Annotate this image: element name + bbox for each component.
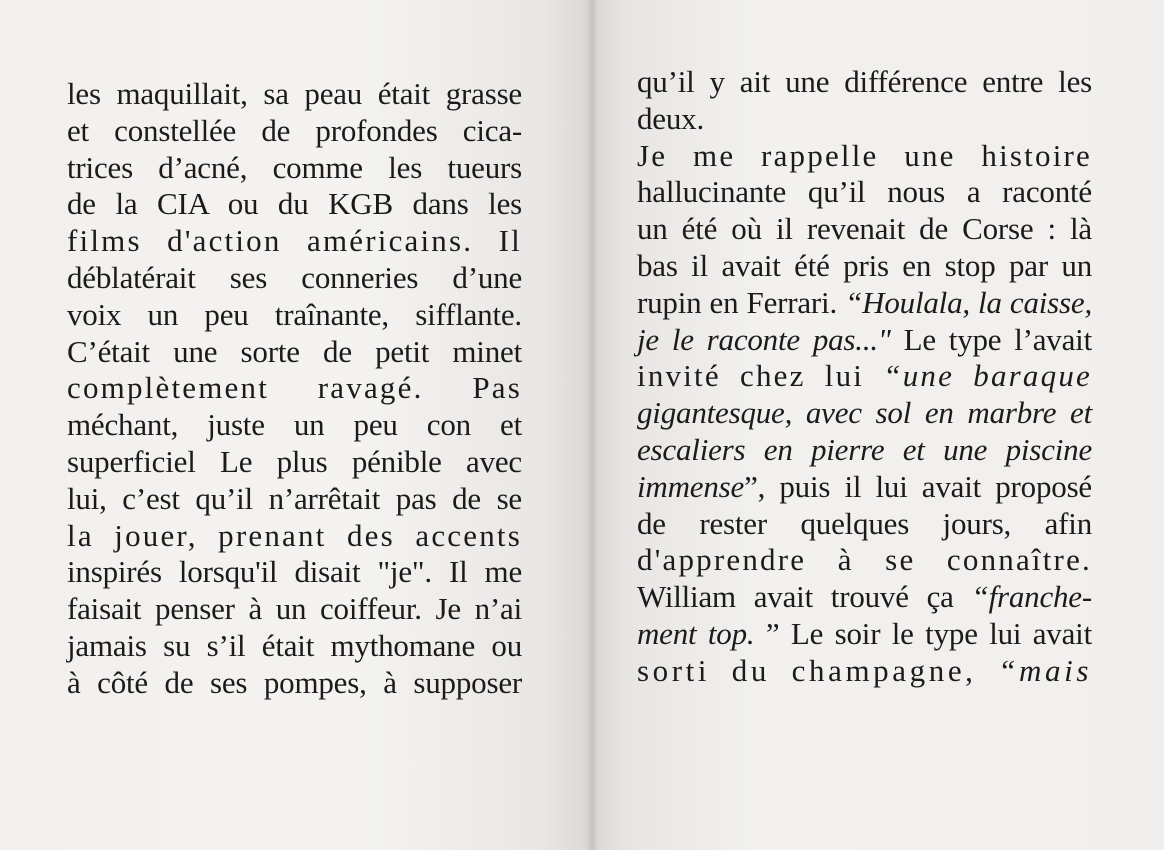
left-line: inspirés lorsqu'il disait "je". Il me [67,554,522,590]
italic-quote: je le raconte pas..." [637,321,891,357]
left-line: voix un peu traînante, sifflante. [67,296,522,332]
right-line [637,432,1092,469]
italic-quote: ment top. [637,615,766,651]
left-line: et constellée de profondes cica- [67,112,522,148]
line-text: William avait trouvé ça [637,579,972,615]
left-line: films d'action américains. Il [67,223,522,259]
left-line: méchant, juste un peu con et [67,407,522,443]
left-page-text [67,76,522,702]
left-line: superficiel Le plus pénible avec [67,443,522,479]
left-line: C’était une sorte de petit minet [67,333,522,369]
left-line: de la CIA ou du KGB dans les [67,186,522,222]
left-line: à côté de ses pompes, à supposer [67,664,522,700]
right-line [637,616,1092,653]
line-text: invité chez lui [637,358,884,394]
left-line: lui, c’est qu’il n’arrêtait pas de se [67,480,522,516]
line-text: deux. [637,100,705,136]
italic-quote: “franche- [971,579,1092,615]
left-line: la jouer, prenant des accents [67,517,522,553]
line-text: rupin en Ferrari. [637,284,846,320]
right-line [637,285,1092,322]
right-line [637,211,1092,248]
right-line [637,174,1092,211]
right-line [637,395,1092,432]
right-line [637,322,1092,359]
italic-quote: “Houlala, la caisse, [845,284,1092,320]
left-line: trices d’acné, comme les tueurs [67,149,522,185]
line-text: un été où il revenait de Corse : là [637,211,1092,247]
line-text: Je me rappelle une histoire [637,137,1092,173]
italic-quote: “une baraque [883,358,1092,394]
line-text: sorti du champagne, [637,652,999,688]
right-line [637,579,1092,616]
right-line [637,653,1092,690]
right-line [637,64,1092,101]
line-text: hallucinante qu’il nous a raconté [637,174,1092,210]
line-text: ” Le soir le type lui avait [765,615,1092,651]
left-line: jamais su s’il était mythomane ou [67,627,522,663]
italic-quote: “mais [998,652,1092,688]
italic-quote: escaliers en pierre et une piscine [637,431,1092,467]
line-text: qu’il y ait une différence entre les [637,64,1092,99]
line-text: bas il avait été pris en stop par un [637,247,1092,283]
left-line: déblatérait ses conneries d’une [67,259,522,295]
right-line [637,469,1092,506]
italic-quote: immense [637,468,745,504]
right-page-text [637,64,1092,690]
right-line [637,138,1092,175]
left-line: faisait penser à un coiffeur. Je n’ai [67,591,522,627]
line-text: de rester quelques jours, afin [637,505,1092,541]
book-gutter [586,0,598,850]
line-text: d'apprendre à se connaître. [637,542,1092,578]
right-line [637,358,1092,395]
right-line [637,542,1092,579]
left-line: complètement ravagé. Pas [67,370,522,406]
line-text: Le type l’avait [890,321,1092,357]
italic-quote: gigantesque, avec sol en marbre et [637,395,1092,431]
line-text: ”, puis il lui avait proposé [744,468,1092,504]
right-line [637,248,1092,285]
right-line [637,101,1092,138]
right-line [637,506,1092,543]
left-line: les maquillait, sa peau était grasse [67,76,522,111]
